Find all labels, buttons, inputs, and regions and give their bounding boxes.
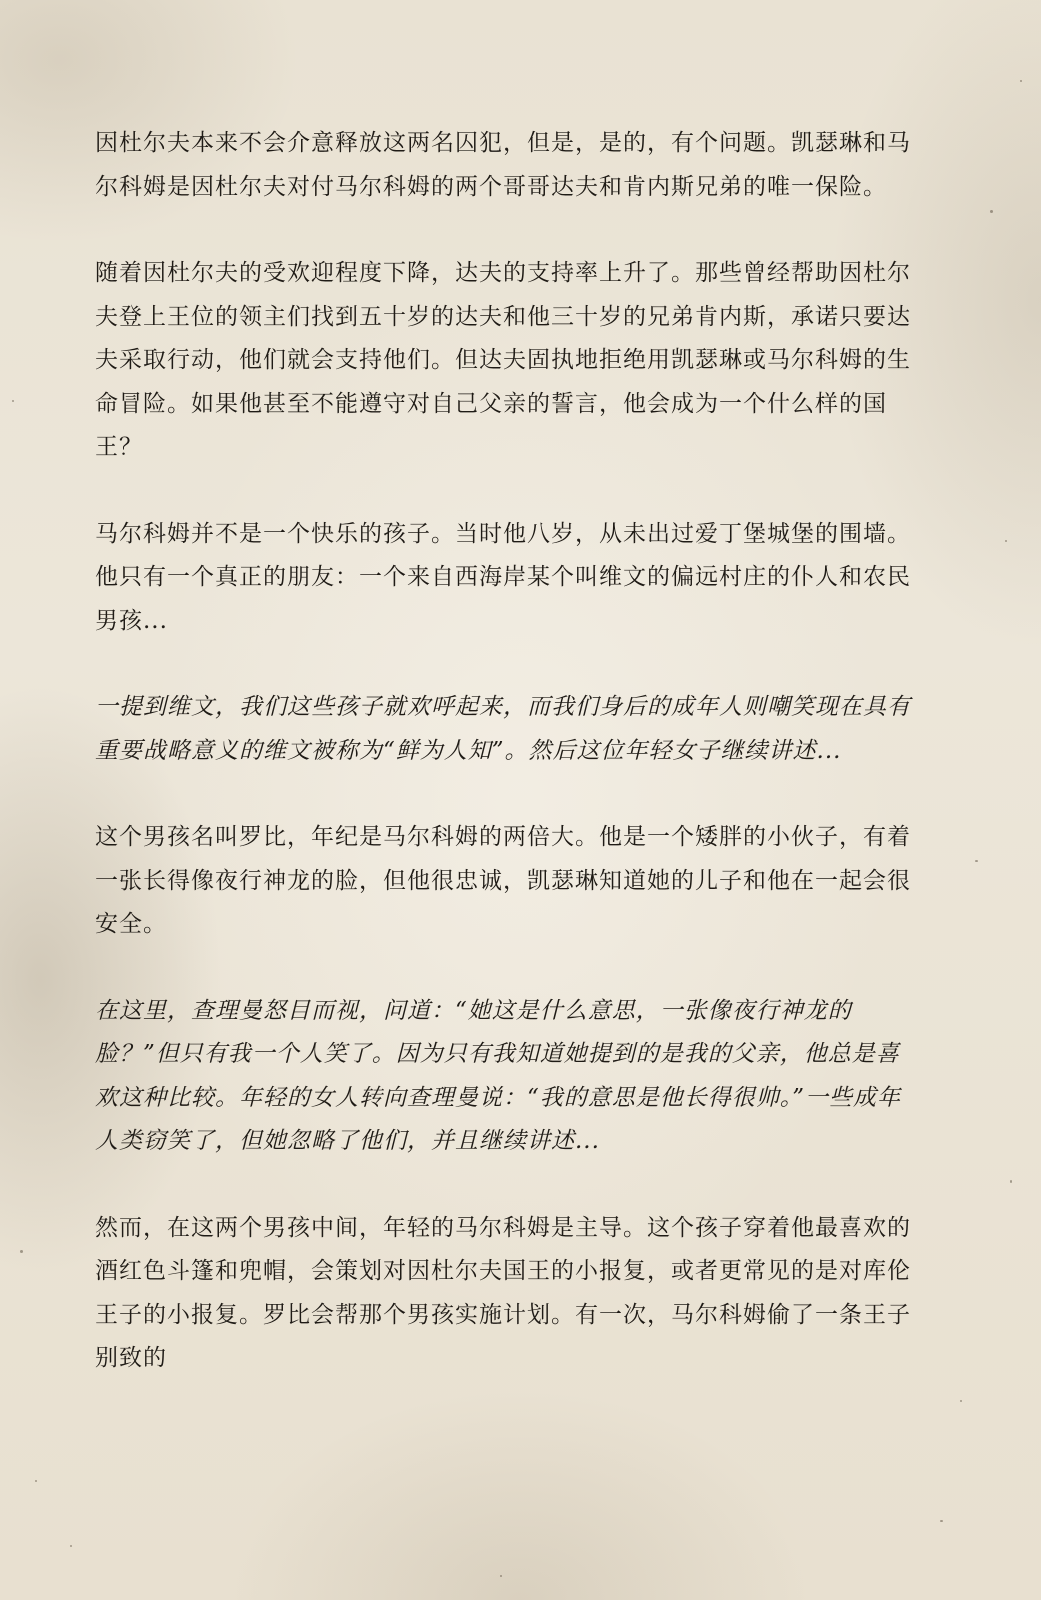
paragraph-2: 随着因杜尔夫的受欢迎程度下降，达夫的支持率上升了。那些曾经帮助因杜尔夫登上王位的领主们找到五十岁的达夫和他三十岁的兄弟肯内斯，承诺只要达夫采取行动，他们就会支持他们。但达夫固执地拒绝用凯瑟琳或马尔科姆的生命冒险。如果他甚至不能遵守对自己父亲的誓言，他会成为一个什么样的国王？ xyxy=(95,260,911,460)
paper-speck xyxy=(990,210,993,213)
story-text xyxy=(95,122,915,1424)
paragraph-6-italic-aside: 在这里，查理曼怒目而视，问道：“她这是什么意思，一张像夜行神龙的脸？”但只有我一个人笑了。因为只有我知道她提到的是我的父亲，他总是喜欢这种比较。年轻的女人转向查理曼说：“我的意思是他长得很帅。”一些成年人类窃笑了，但她忽略了他们，并且继续讲述... xyxy=(95,997,902,1154)
paper-speck xyxy=(12,400,14,402)
paragraph-1: 因杜尔夫本来不会介意释放这两名囚犯，但是，是的，有个问题。凯瑟琳和马尔科姆是因杜尔夫对付马尔科姆的两个哥哥达夫和肯内斯兄弟的唯一保险。 xyxy=(95,130,911,200)
paper-speck xyxy=(1010,1180,1012,1183)
paragraph-5: 这个男孩名叫罗比，年纪是马尔科姆的两倍大。他是一个矮胖的小伙子，有着一张长得像夜行神龙的脸，但他很忠诚，凯瑟琳知道她的儿子和他在一起会很安全。 xyxy=(95,824,911,937)
paper-speck xyxy=(20,1250,23,1253)
paragraph-4-italic-aside: 一提到维文，我们这些孩子就欢呼起来，而我们身后的成年人则嘲笑现在具有重要战略意义的维文被称为“鲜为人知”。然后这位年轻女子继续讲述... xyxy=(95,694,911,764)
paper-speck xyxy=(35,1480,37,1482)
paper-speck xyxy=(70,1545,72,1547)
paper-speck xyxy=(500,1575,502,1577)
paper-speck xyxy=(940,1520,943,1522)
paragraph-3: 马尔科姆并不是一个快乐的孩子。当时他八岁，从未出过爱丁堡城堡的围墙。他只有一个真正的朋友：一个来自西海岸某个叫维文的偏远村庄的仆人和农民男孩... xyxy=(95,520,911,634)
paper-speck xyxy=(1005,540,1007,542)
paper-speck xyxy=(960,1400,962,1402)
paragraph-7: 然而，在这两个男孩中间，年轻的马尔科姆是主导。这个孩子穿着他最喜欢的酒红色斗篷和兜帽，会策划对因杜尔夫国王的小报复，或者更常见的是对库伦王子的小报复。罗比会帮那个男孩实施计划。有一次，马尔科姆偷了一条王子别致的 xyxy=(95,1214,911,1371)
paper-speck xyxy=(975,860,978,862)
paper-speck xyxy=(1020,80,1022,82)
